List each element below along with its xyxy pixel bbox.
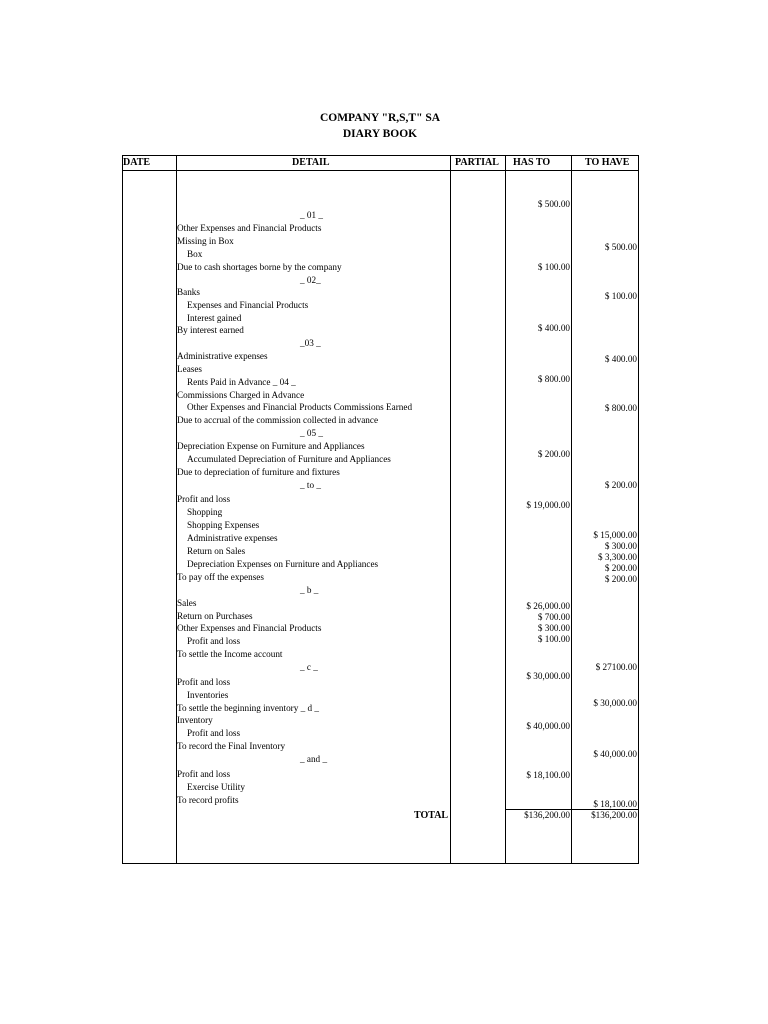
- to-have-amount: $ 200.00: [604, 480, 637, 490]
- entry-letter-b: _ b _: [300, 585, 319, 595]
- detail-column-divider: [450, 155, 451, 863]
- has-to-amount: $ 19,000.00: [526, 500, 570, 510]
- company-title: COMPANY "R,S,T" SA: [319, 112, 441, 124]
- detail-line: Inventories: [187, 690, 229, 700]
- detail-line: Depreciation Expense on Furniture and Appliances: [177, 441, 365, 451]
- detail-line: To settle the Income account: [177, 649, 283, 659]
- detail-line: To record profits: [177, 795, 239, 805]
- total-to-have: $136,200.00: [591, 810, 637, 820]
- to-have-amount: $ 3,300.00: [597, 552, 637, 562]
- detail-line: Leases: [177, 364, 202, 374]
- partial-column-divider: [505, 155, 506, 863]
- detail-line: By interest earned: [177, 325, 244, 335]
- entry-number-02: _ 02_: [300, 275, 321, 285]
- column-header-has-to: HAS TO: [513, 157, 551, 168]
- total-has-to: $136,200.00: [524, 810, 570, 820]
- to-have-amount: $ 100.00: [604, 291, 637, 301]
- detail-line: To settle the beginning inventory _ d _: [177, 703, 319, 713]
- detail-line: Shopping Expenses: [187, 520, 260, 530]
- detail-line: Administrative expenses: [187, 533, 278, 543]
- entry-number-05: _ 05 _: [300, 428, 323, 438]
- total-label: TOTAL: [414, 810, 449, 821]
- to-have-amount: $ 400.00: [604, 354, 637, 364]
- header-bottom-border: [122, 170, 639, 171]
- detail-line: Box: [187, 249, 203, 259]
- entry-letter-c: _ c _: [300, 662, 318, 672]
- to-have-amount: $ 500.00: [604, 242, 637, 252]
- entry-letter-and: _ and _: [300, 754, 328, 764]
- to-have-amount: $ 15,000.00: [593, 530, 637, 540]
- to-have-amount: $ 27100.00: [595, 662, 637, 672]
- to-have-amount: $ 300.00: [604, 541, 637, 551]
- to-have-amount: $ 800.00: [604, 403, 637, 413]
- has-to-amount: $ 30,000.00: [526, 671, 570, 681]
- detail-line: Shopping: [187, 507, 223, 517]
- to-have-amount: $ 40,000.00: [593, 749, 637, 759]
- has-to-amount: $ 300.00: [537, 623, 570, 633]
- column-header-partial: PARTIAL: [455, 157, 499, 168]
- has-to-amount: $ 26,000.00: [526, 601, 570, 611]
- has-to-amount: $ 800.00: [537, 374, 570, 384]
- detail-line: Administrative expenses: [177, 351, 268, 361]
- detail-line: Rents Paid in Advance _ 04 _: [187, 377, 296, 387]
- detail-line: Exercise Utility: [187, 782, 245, 792]
- has-to-amount: $ 40,000.00: [526, 721, 570, 731]
- column-header-detail: DETAIL: [292, 157, 330, 168]
- detail-line: Profit and loss: [177, 494, 231, 504]
- entry-number-03: _03 _: [300, 338, 321, 348]
- detail-line: Interest gained: [187, 313, 242, 323]
- column-header-to-have: TO HAVE: [585, 157, 630, 168]
- to-have-amount: $ 200.00: [604, 563, 637, 573]
- detail-line: Expenses and Financial Products: [187, 300, 309, 310]
- book-title: DIARY BOOK: [342, 128, 418, 140]
- has-to-amount: $ 500.00: [537, 199, 570, 209]
- detail-line: Return on Purchases: [177, 611, 253, 621]
- detail-line: Missing in Box: [177, 236, 234, 246]
- detail-line: Accumulated Depreciation of Furniture and Appliances: [187, 454, 391, 464]
- detail-line: Return on Sales: [187, 546, 246, 556]
- detail-line: Due to accrual of the commission collected in advance: [177, 415, 379, 425]
- detail-line: Other Expenses and Financial Products Commissions Earned: [187, 402, 413, 412]
- to-have-amount: $ 18,100.00: [593, 799, 637, 809]
- detail-line: Due to depreciation of furniture and fixtures: [177, 467, 340, 477]
- entry-letter-to: _ to _: [300, 480, 321, 490]
- has-to-amount: $ 100.00: [537, 634, 570, 644]
- detail-line: Sales: [177, 598, 197, 608]
- detail-line: Due to cash shortages borne by the company: [177, 262, 342, 272]
- detail-line: Profit and loss: [177, 677, 231, 687]
- has-to-column-divider: [571, 155, 572, 863]
- entry-number-01: _ 01 _: [300, 210, 323, 220]
- table-bottom-border: [122, 863, 639, 864]
- detail-line: To pay off the expenses: [177, 572, 264, 582]
- column-header-date: DATE: [123, 157, 151, 168]
- to-have-amount: $ 30,000.00: [593, 698, 637, 708]
- detail-line: To record the Final Inventory: [177, 741, 286, 751]
- table-top-border: [122, 155, 639, 156]
- table-right-border: [638, 155, 639, 863]
- detail-line: Other Expenses and Financial Products: [177, 623, 322, 633]
- has-to-amount: $ 700.00: [537, 612, 570, 622]
- detail-line: Commissions Charged in Advance: [177, 390, 305, 400]
- detail-line: Banks: [177, 287, 200, 297]
- detail-line: Profit and loss: [187, 728, 241, 738]
- has-to-amount: $ 18,100.00: [526, 770, 570, 780]
- to-have-amount: $ 200.00: [604, 574, 637, 584]
- detail-line: Depreciation Expenses on Furniture and Appliances: [187, 559, 379, 569]
- detail-line: Other Expenses and Financial Products: [177, 223, 322, 233]
- detail-line: Profit and loss: [187, 636, 241, 646]
- has-to-amount: $ 200.00: [537, 449, 570, 459]
- has-to-amount: $ 400.00: [537, 323, 570, 333]
- detail-line: Profit and loss: [177, 769, 231, 779]
- has-to-amount: $ 100.00: [537, 262, 570, 272]
- detail-line: Inventory: [177, 715, 213, 725]
- table-left-border: [122, 155, 123, 863]
